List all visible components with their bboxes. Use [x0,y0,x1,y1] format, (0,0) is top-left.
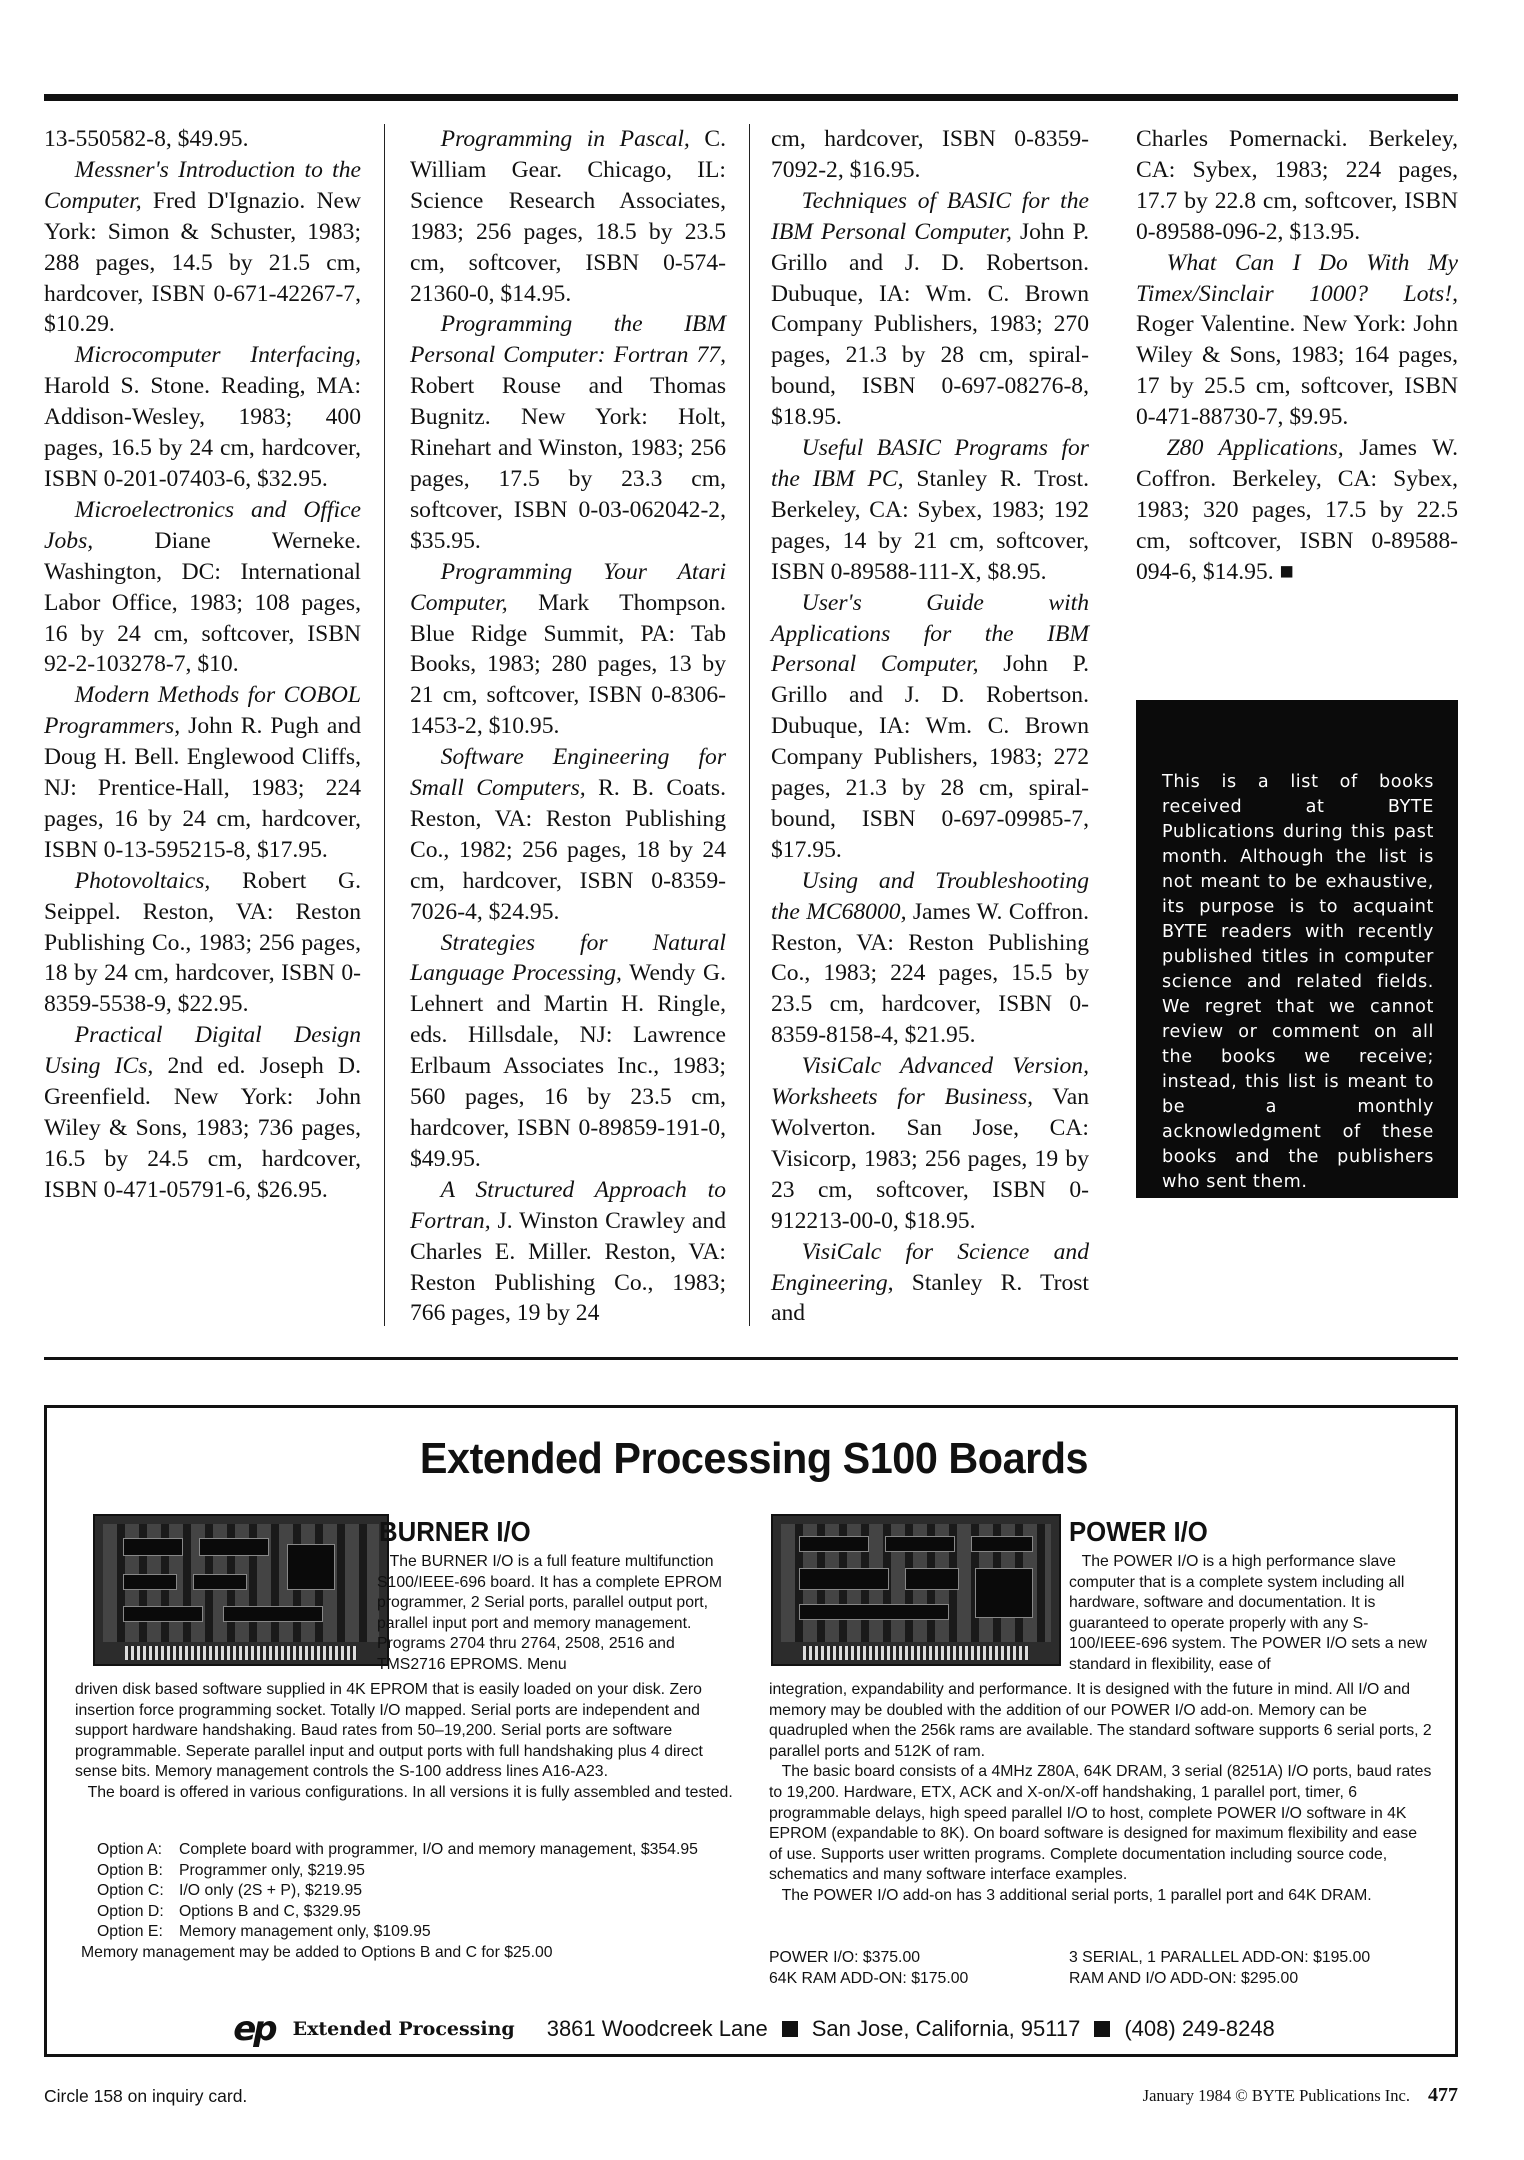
chip-icon [223,1606,323,1622]
price-item: 64K RAM ADD-ON: $175.00 [769,1969,969,1987]
page-number: 477 [1428,2084,1458,2106]
burner-intro: The BURNER I/O is a full feature multifunction S100/IEEE-696 board. It has a complete EPROM programmer, 2 Serial ports, parallel output port, parallel input port and memory management. Programs 2704 thru 2764, 2508, 2516 and TMS2716 EPROMS. Menu [377,1553,723,1673]
book-entry: Microcomputer Interfacing, Harold S. Stone. Reading, MA: Addison-Wesley, 1983; 400 pages, 16.5 by 24 cm, hardcover, ISBN 0-201-07403-6, $32.95. [44,342,361,492]
column-divider [749,124,750,1326]
company-logo: ep [233,2009,275,2049]
chip-icon [799,1568,889,1590]
book-title: Photovoltaics, [74,867,211,894]
option-row: Option D: Options B and C, $329.95 [97,1902,361,1920]
book-entry: cm, hardcover, ISBN 0-8359-7092-2, $16.95. [771,126,1089,183]
editor-note-text: This is a list of books received at BYTE Publications during this past month. Although the list is not meant to be exhaustive, its purpose is to acquaint BYTE readers with recently published titles in computer science and related fields. We regret that we cannot review or comment on all the books we receive; instead, this list is meant to be a monthly acknowledgment of these books and the publishers who sent them. [1162,772,1434,1192]
chip-icon [799,1536,869,1552]
book-title: Practical Digital Design Using ICs, [44,1022,361,1080]
book-list-column-4 [1136,124,1458,588]
burner-options [75,1840,739,1964]
chip-icon [123,1538,183,1556]
chip-icon [885,1536,955,1552]
circuit-board-image [103,1524,379,1642]
book-entry: VisiCalc Advanced Version, Worksheets for Business, Van Wolverton. San Jose, CA: Visicorp, 1983; 256 pages, 19 by 23 cm, softcover, ISBN 0-912213-00-0, $18.95. [771,1053,1090,1234]
editor-note-box [1136,700,1458,1198]
ad-contact-line [47,2009,1461,2049]
book-entry: User's Guide with Applications for the IBM Personal Computer, John P. Grillo and J. D. Robertson. Dubuque, IA: Wm. C. Brown Company Publishers, 1983; 272 pages, 21.3 by 28 cm, spiral-bound, ISBN 0-697-09985-7, $17.95. [771,589,1089,863]
book-title: Programming in Pascal, [440,126,690,152]
book-entry: Modern Methods for COBOL Programmers, John R. Pugh and Doug H. Bell. Englewood Cliffs, NJ: Prentice-Hall, 1983; 224 pages, 16 by 24 cm, hardcover, ISBN 0-13-595215-8, $17.95. [44,682,361,863]
book-entry: Using and Troubleshooting the MC68000, James W. Coffron. Reston, VA: Reston Publishing Co., 1983; 224 pages, 15.5 by 23.5 cm, hardcover, ISBN 0-8359-8158-4, $21.95. [771,867,1089,1049]
burner-heading: BURNER I/O [379,1516,531,1547]
burner-description: driven disk based software supplied in 4K EPROM that is easily loaded on your disk. Zero insertion force programming socket. Totally I/O mapped. Serial ports are independent and support hardware handshaking. Baud rates from 50–19,200. Serial ports are software programmable. Seperate parallel input and output ports with full handshaking plus 4 direct sense bits. Memory management controls the S-100 address lines A16-A23. The board is offered in various configurations. In all versions it is fully assembled and tested. [75,1681,733,1801]
city-address: San Jose, California, 95117 [811,2016,1081,2041]
book-entry: Microelectronics and Office Jobs, Diane Werneke. Washington, DC: International Labor Office, 1983; 108 pages, 16 by 24 cm, softcover, ISBN 92-2-103278-7, $10. [44,496,361,678]
bullet-square-icon [1094,2021,1110,2037]
book-entry: What Can I Do With My Timex/Sinclair 1000? Lots!, Roger Valentine. New York: John Wiley & Sons, 1983; 164 pages, 17 by 25.5 cm, softcover, ISBN 0-471-88730-7, $9.95. [1136,249,1458,431]
book-entry: 13-550582-8, $49.95. [44,126,249,152]
book-entry: Charles Pomernacki. Berkeley, CA: Sybex, 1983; 224 pages, 17.7 by 22.8 cm, softcover, ISBN 0-89588-096-2, $13.95. [1136,126,1458,245]
price-item: RAM AND I/O ADD-ON: $295.00 [1069,1969,1299,1987]
power-heading: POWER I/O [1069,1516,1208,1547]
book-entry: A Structured Approach to Fortran, J. Winston Crawley and Charles E. Miller. Reston, VA: Reston Publishing Co., 1983; 766 pages, 19 by 24 [410,1176,726,1327]
book-list-column-2 [410,124,726,1329]
book-entry: Techniques of BASIC for the IBM Personal Computer, John P. Grillo and J. D. Robertson. Dubuque, IA: Wm. C. Brown Company Publishers, 1983; 270 pages, 21.3 by 28 cm, spiral-bound, ISBN 0-697-08276-8, $18.95. [771,187,1090,431]
chip-icon [123,1606,203,1622]
book-title: User's Guide with Applications for the IBM Personal Computer, [771,589,1089,678]
book-title: VisiCalc Advanced Version, Worksheets for Business, [771,1053,1089,1111]
book-title: What Can I Do With My Timex/Sinclair 1000? Lots!, [1136,249,1458,307]
book-title: Programming the IBM Personal Computer: Fortran 77, [410,311,726,369]
chip-icon [199,1538,269,1556]
end-mark-icon: ■ [1273,558,1294,585]
bullet-square-icon [782,2021,798,2037]
book-entry: Photovoltaics, Robert G. Seippel. Reston, VA: Reston Publishing Co., 1983; 256 pages, 18 by 24 cm, hardcover, ISBN 0-8359-5538-9, $22.95. [44,867,361,1018]
book-list-column-3 [771,124,1089,1329]
chip-icon [287,1544,335,1590]
book-entry: Programming the IBM Personal Computer: Fortran 77, Robert Rouse and Thomas Bugnitz. New York: Holt, Rinehart and Winston, 1983; 256 pages, 17.5 by 23.3 cm, softcover, ISBN 0-03-062042-2, $35.95. [410,311,726,554]
circuit-board-image [781,1524,1051,1642]
chip-icon [975,1568,1033,1618]
book-title: Techniques of BASIC for the IBM Personal Computer, [771,187,1089,245]
option-row: Option B: Programmer only, $219.95 [97,1861,365,1879]
book-title: Useful BASIC Programs for the IBM PC, [771,435,1089,492]
book-title: Microcomputer Interfacing, [74,342,361,369]
edge-connector [803,1646,1029,1660]
book-title: Z80 Applications, [1166,435,1344,462]
book-title: Strategies for Natural Language Processing, [410,929,726,987]
phone-number: (408) 249-8248 [1124,2016,1275,2041]
chip-icon [799,1604,949,1620]
price-item: 3 SERIAL, 1 PARALLEL ADD-ON: $195.00 [1069,1949,1371,1966]
chip-icon [971,1536,1033,1552]
advertisement [44,1405,1458,2057]
inquiry-note: Circle 158 on inquiry card. [44,2086,248,2106]
price-item: POWER I/O: $375.00 [769,1949,921,1966]
book-entry: Z80 Applications, James W. Coffron. Berkeley, CA: Sybex, 1983; 320 pages, 17.5 by 22.5 cm, softcover, ISBN 0-89588-094-6, $14.95. ■ [1136,435,1459,585]
ad-title: Extended Processing S100 Boards [419,1434,1089,1483]
book-entry: Programming in Pascal, C. William Gear. Chicago, IL: Science Research Associates, 1983; 256 pages, 18.5 by 23.5 cm, softcover, ISBN 0-574-21360-0, $14.95. [410,126,726,307]
book-title: Messner's Introduction to the Computer, [44,156,361,214]
power-description: integration, expandability and performance. It is designed with the future in mind. All I/O and memory may be doubled with the addition of our POWER I/O add-on. Memory can be quadrupled when the 256k rams are available. The standard software supports 6 serial ports, 2 parallel ports and 512K of ram. The basic board consists of a 4MHz Z80A, 64K DRAM, 3 serial (8251A) I/O ports, baud rates to 19,200. Hardware, ETX, ACK and X-on/X-off handshaking, 1 parallel port, timer, 6 programmable delays, high speed parallel I/O to host, complete POWER I/O software in 4K EPROM (expandable to 8K). On board software is designed for maximum flexibility and ease of use. Supports user written programs. Complete documentation including source code, schematics and many software interface examples. The POWER I/O add-on has 3 additional serial ports, 1 parallel port and 64K DRAM. [769,1681,1432,1904]
book-title: Programming Your Atari Computer, [410,558,726,616]
book-title: Microelectronics and Office Jobs, [44,496,361,554]
book-entry: VisiCalc for Science and Engineering, Stanley R. Trost and [771,1238,1089,1327]
book-entry: Programming Your Atari Computer, Mark Thompson. Blue Ridge Summit, PA: Tab Books, 1983; 280 pages, 13 by 21 cm, softcover, ISBN 0-8306-1453-2, $10.95. [410,558,726,740]
edge-connector [125,1646,357,1660]
book-entry: Practical Digital Design Using ICs, 2nd ed. Joseph D. Greenfield. New York: John Wiley & Sons, 1983; 736 pages, 16.5 by 24.5 cm, hardcover, ISBN 0-471-05791-6, $26.95. [44,1022,361,1203]
book-entry: Strategies for Natural Language Processing, Wendy G. Lehnert and Martin H. Ringle, eds. Hillsdale, NJ: Lawrence Erlbaum Associates Inc., 1983; 560 pages, 16 by 23.5 cm, hardcover, ISBN 0-89859-191-0, $49.95. [410,929,726,1172]
section-rule [44,1357,1458,1360]
book-title: A Structured Approach to Fortran, [410,1176,726,1234]
power-prices [769,1948,1433,1989]
book-entry: Messner's Introduction to the Computer, Fred D'Ignazio. New York: Simon & Schuster, 1983; 288 pages, 14.5 by 21.5 cm, hardcover, ISBN 0-671-42267-7, $10.29. [44,156,361,338]
option-row: Option E: Memory management only, $109.95 [97,1923,431,1941]
power-board-photo [771,1514,1061,1666]
book-list-column-1 [44,124,361,1206]
option-note: Memory management may be added to Options B and C for $25.00 [81,1943,553,1961]
page-footer [1143,2084,1458,2107]
column-divider [384,124,385,1326]
option-row: Option C: I/O only (2S + P), $219.95 [97,1882,363,1900]
book-entry: Software Engineering for Small Computers, R. B. Coats. Reston, VA: Reston Publishing Co., 1982; 256 pages, 18 by 24 cm, hardcover, ISBN 0-8359-7026-4, $24.95. [410,744,726,925]
book-title: Software Engineering for Small Computers, [410,744,726,802]
street-address: 3861 Woodcreek Lane [546,2016,768,2041]
chip-icon [193,1574,247,1590]
book-title: Using and Troubleshooting the MC68000, [771,867,1089,925]
power-intro: The POWER I/O is a high performance slave computer that is a complete system including all hardware, software and documentation. It is guaranteed to operate properly with any S-100/IEEE-696 system. The POWER I/O sets a new standard in flexibility, ease of [1069,1553,1427,1673]
copyright-line: January 1984 © BYTE Publications Inc. [1142,2086,1410,2105]
option-row: Option A: Complete board with programmer, I/O and memory management, $354.95 [97,1841,698,1858]
burner-board-photo [93,1514,389,1666]
book-title: VisiCalc for Science and Engineering, [771,1238,1089,1296]
company-name: Extended Processing [292,2018,515,2040]
chip-icon [123,1574,177,1590]
chip-icon [905,1568,959,1590]
book-title: Modern Methods for COBOL Programmers, [44,682,361,740]
top-rule [44,94,1458,101]
book-entry: Useful BASIC Programs for the IBM PC, Stanley R. Trost. Berkeley, CA: Sybex, 1983; 192 pages, 14 by 21 cm, softcover, ISBN 0-89588-111-X, $8.95. [771,435,1090,585]
